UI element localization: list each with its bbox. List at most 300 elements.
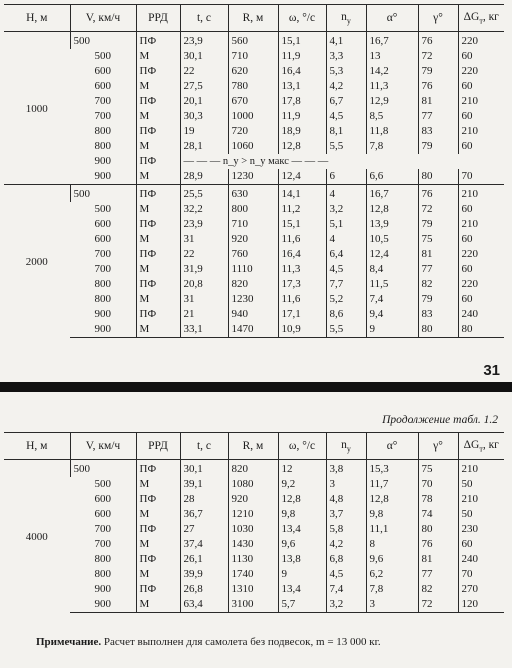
table-cell: 710 [228, 49, 278, 64]
table-cell: 81 [418, 247, 458, 262]
table-row [4, 64, 504, 79]
table-cell: 900 [94, 583, 111, 595]
table-cell: 3 [326, 477, 366, 492]
table-cell: 6 [326, 169, 366, 185]
table-cell: ПФ [136, 217, 180, 232]
table-row [4, 262, 504, 277]
table-row [4, 492, 504, 507]
table-cell: 820 [228, 460, 278, 478]
header-t: t, с [180, 5, 228, 32]
table-cell: 1310 [228, 582, 278, 597]
table-cell: 11,6 [278, 232, 326, 247]
table-cell: 9,6 [278, 537, 326, 552]
table-cell: 11,9 [278, 109, 326, 124]
table-cell: 13,4 [278, 582, 326, 597]
table-cell: 16,4 [278, 64, 326, 79]
cell-altitude: 4000 [25, 530, 48, 543]
table-cell: 25,5 [180, 185, 228, 203]
table-cell: М [136, 202, 180, 217]
table-cell: ПФ [136, 154, 180, 169]
table-cell: 27,5 [180, 79, 228, 94]
table-cell: 20,1 [180, 94, 228, 109]
table-row [4, 49, 504, 64]
header-h: H, м [4, 433, 70, 460]
table-cell: 16,7 [366, 32, 418, 50]
table-cell: 60 [458, 79, 504, 94]
table-cell: 28,9 [180, 169, 228, 185]
table-cell: 23,9 [180, 217, 228, 232]
table-cell: 6,6 [366, 169, 418, 185]
header-omega: ω, °/с [278, 5, 326, 32]
table-row [4, 232, 504, 247]
table-cell: 17,3 [278, 277, 326, 292]
table-cell: 600 [94, 218, 111, 230]
table-cell: 31 [180, 232, 228, 247]
table-cell: ПФ [136, 582, 180, 597]
note-cell: — — — n_y > n_y макс — — — [180, 154, 504, 169]
table-cell: 76 [418, 185, 458, 203]
table-cell: М [136, 169, 180, 185]
table-cell: 1060 [228, 139, 278, 154]
table-row [4, 139, 504, 154]
table-cell: 16,4 [278, 247, 326, 262]
table-row [4, 597, 504, 613]
table-row [4, 537, 504, 552]
table-cell: 13,1 [278, 79, 326, 94]
table-cell: 1030 [228, 522, 278, 537]
table-cell: 82 [418, 277, 458, 292]
table-cell: 50 [458, 477, 504, 492]
table-cell: 4,5 [326, 109, 366, 124]
table-cell: 9,8 [366, 507, 418, 522]
table-cell: 72 [418, 597, 458, 613]
table-cell: 9 [278, 567, 326, 582]
header-dg-sub: т [479, 16, 483, 26]
table-cell: 6,4 [326, 247, 366, 262]
table-cell: 220 [458, 64, 504, 79]
table-cell: 9 [366, 322, 418, 338]
table-cell: 600 [94, 493, 111, 505]
table-row [4, 109, 504, 124]
table-cell: ПФ [136, 247, 180, 262]
table-row [4, 460, 504, 478]
table-cell: 70 [458, 169, 504, 185]
table-cell: 900 [70, 597, 136, 613]
table-cell: 12 [278, 460, 326, 478]
table-cell: 4,2 [326, 79, 366, 94]
table-cell: 80 [418, 522, 458, 537]
table-cell: 20,8 [180, 277, 228, 292]
header-t: t, с [180, 433, 228, 460]
table-cell: 60 [458, 202, 504, 217]
header-ny: $n_y$ [326, 433, 366, 460]
table-cell: 4 [326, 185, 366, 203]
table-cell: 28 [180, 492, 228, 507]
table-cell: 80 [418, 169, 458, 185]
table-row [4, 124, 504, 139]
table-cell: 23,9 [180, 32, 228, 50]
table-row [4, 169, 504, 185]
table-cell: 60 [458, 262, 504, 277]
header-dg: $\Delta G_т$, кг [458, 433, 504, 460]
table-cell: 13,9 [366, 217, 418, 232]
header-gamma: γ° [418, 433, 458, 460]
table-cell: 1470 [228, 322, 278, 338]
table-cell: 22 [180, 247, 228, 262]
table-cell: 8,6 [326, 307, 366, 322]
table-cell: 13,4 [278, 522, 326, 537]
table-cell: 210 [458, 94, 504, 109]
header-omega: ω, °/с [278, 433, 326, 460]
table-cell: 800 [94, 140, 111, 152]
table-cell: 17,1 [278, 307, 326, 322]
table-cell: 240 [458, 552, 504, 567]
table-cell: 820 [228, 277, 278, 292]
table-cell: 82 [418, 582, 458, 597]
table-cell: 60 [458, 109, 504, 124]
table-cell: 1080 [228, 477, 278, 492]
table-cell: М [136, 537, 180, 552]
table-cell: 1230 [228, 169, 278, 185]
table-cell: 8,4 [366, 262, 418, 277]
table-cell: М [136, 322, 180, 338]
table-cell: 8,5 [366, 109, 418, 124]
table-cell: 77 [418, 262, 458, 277]
table-cell: 1000 [228, 109, 278, 124]
table-cell: 12,8 [366, 202, 418, 217]
table-cell: 11,7 [366, 477, 418, 492]
table-row [4, 582, 504, 597]
table-lower-body [4, 460, 504, 613]
table-cell: 620 [228, 64, 278, 79]
page-divider [0, 382, 512, 392]
table-cell: 39,9 [180, 567, 228, 582]
table-cell: 210 [458, 492, 504, 507]
table-cell: 75 [418, 460, 458, 478]
table-cell: 74 [418, 507, 458, 522]
table-row [4, 322, 504, 338]
table-cell: 11,6 [278, 292, 326, 307]
table-cell: М [136, 567, 180, 582]
table-cell: 3,2 [326, 202, 366, 217]
table-cell: М [136, 79, 180, 94]
table-row [4, 202, 504, 217]
table-cell: 500 [94, 203, 111, 215]
table-lower-header [4, 433, 504, 460]
table-cell: 70 [418, 477, 458, 492]
table-cell: 30,1 [180, 49, 228, 64]
table-cell: ПФ [136, 94, 180, 109]
table-cell: 800 [94, 568, 111, 580]
table-row [4, 185, 504, 203]
table-cell: 5,5 [326, 322, 366, 338]
table-row [4, 292, 504, 307]
table-cell: 700 [94, 95, 111, 107]
table-cell: 81 [418, 94, 458, 109]
table-cell: 1230 [228, 292, 278, 307]
table-cell: 19 [180, 124, 228, 139]
table-cell: 4,8 [326, 492, 366, 507]
table-cell: 900 [94, 170, 111, 182]
table-cell: 1130 [228, 552, 278, 567]
table-cell: 76 [418, 79, 458, 94]
table-cell: 77 [418, 109, 458, 124]
table-cell: 700 [94, 523, 111, 535]
table-cell: 30,3 [180, 109, 228, 124]
table-cell: 900 [70, 322, 136, 338]
table-cell: 6,2 [366, 567, 418, 582]
table-cell: 83 [418, 307, 458, 322]
table-cell: 37,4 [180, 537, 228, 552]
table-cell: 83 [418, 124, 458, 139]
table-cell: 3100 [228, 597, 278, 613]
table-cell: 12,8 [278, 139, 326, 154]
table-cell: 5,8 [326, 522, 366, 537]
table-row [4, 522, 504, 537]
table-cell: 500 [94, 478, 111, 490]
table-cell: 3,3 [326, 49, 366, 64]
table-cell: 7,4 [366, 292, 418, 307]
table-cell: 920 [228, 232, 278, 247]
table-row [4, 247, 504, 262]
header-row [4, 433, 504, 460]
table-cell: 1430 [228, 537, 278, 552]
table-cell: 79 [418, 292, 458, 307]
table-cell: 5,3 [326, 64, 366, 79]
table-cell: 4,1 [326, 32, 366, 50]
table-cell: 240 [458, 307, 504, 322]
table-cell: 80 [458, 322, 504, 338]
table-cell: 7,4 [326, 582, 366, 597]
table-cell: 79 [418, 217, 458, 232]
table-cell: 80 [418, 322, 458, 338]
table-cell: 500 [70, 32, 136, 50]
table-cell: 700 [94, 538, 111, 550]
table-cell: 79 [418, 139, 458, 154]
table-cell: 39,1 [180, 477, 228, 492]
table-cell: ПФ [136, 522, 180, 537]
table-cell: 720 [228, 124, 278, 139]
table-cell: 3 [366, 597, 418, 613]
table-cell: М [136, 262, 180, 277]
table-cell: 26,8 [180, 582, 228, 597]
table-cell: 13 [366, 49, 418, 64]
table-cell: М [136, 109, 180, 124]
table-cell: 700 [94, 248, 111, 260]
table-cell: 72 [418, 49, 458, 64]
table-cell: 81 [418, 552, 458, 567]
table-cell: 5,2 [326, 292, 366, 307]
table-cell: 800 [94, 278, 111, 290]
table-cell: 700 [94, 110, 111, 122]
table-cell: 75 [418, 232, 458, 247]
table-cell: М [136, 507, 180, 522]
table-cell: 31 [180, 292, 228, 307]
table-cell: 210 [458, 185, 504, 203]
table-cell: 600 [94, 65, 111, 77]
table-cell: ПФ [136, 32, 180, 50]
table-cell: 26,1 [180, 552, 228, 567]
table-cell: ПФ [136, 277, 180, 292]
table-cell: 30,1 [180, 460, 228, 478]
table-cell: М [136, 292, 180, 307]
header-r: R, м [228, 433, 278, 460]
table-cell: 230 [458, 522, 504, 537]
table-cell: 28,1 [180, 139, 228, 154]
table-cell: 760 [228, 247, 278, 262]
table-cell: 5,7 [278, 597, 326, 613]
table-cell: 11,3 [366, 79, 418, 94]
table-row [4, 217, 504, 232]
table-row [4, 79, 504, 94]
table-cell: 800 [94, 125, 111, 137]
table-cell: 7,8 [366, 139, 418, 154]
table-cell: 36,7 [180, 507, 228, 522]
continuation-caption: Продолжение табл. 1.2 [382, 414, 498, 426]
table-cell: 6,8 [326, 552, 366, 567]
table-cell: 31,9 [180, 262, 228, 277]
table-cell: 78 [418, 492, 458, 507]
table-cell: 210 [458, 460, 504, 478]
header-alpha: α° [366, 5, 418, 32]
table-cell: 500 [70, 460, 136, 478]
table-cell: ПФ [136, 492, 180, 507]
table-cell: 900 [94, 155, 111, 167]
table-cell: 33,1 [180, 322, 228, 338]
table-cell: 9,8 [278, 507, 326, 522]
table-cell: ПФ [136, 552, 180, 567]
table-cell: 11,9 [278, 49, 326, 64]
table-cell: 4 [326, 232, 366, 247]
table-cell: 60 [458, 139, 504, 154]
table-cell: 27 [180, 522, 228, 537]
table-cell: ПФ [136, 64, 180, 79]
table-row [4, 307, 504, 322]
table-cell: 560 [228, 32, 278, 50]
table-cell: 670 [228, 94, 278, 109]
table-cell: 7,7 [326, 277, 366, 292]
table-cell: 14,2 [366, 64, 418, 79]
table-cell: 500 [94, 50, 111, 62]
header-ny: $n_y$ [326, 5, 366, 32]
table-upper-body [4, 32, 504, 338]
table-cell: 800 [94, 553, 111, 565]
table-row [4, 154, 504, 169]
table-cell: 12,4 [366, 247, 418, 262]
cell-altitude: 1000 [25, 102, 48, 115]
table-cell: 12,9 [366, 94, 418, 109]
table-cell: М [136, 597, 180, 613]
table-cell: 11,2 [278, 202, 326, 217]
table-cell: 120 [458, 597, 504, 613]
header-h: H, м [4, 5, 70, 32]
table-cell: 800 [228, 202, 278, 217]
table-cell: 79 [418, 64, 458, 79]
header-rrd: РРД [136, 5, 180, 32]
table-lower [4, 432, 504, 613]
table-cell: 14,1 [278, 185, 326, 203]
header-dg: $\Delta G_т$, кг [458, 5, 504, 32]
table-row [4, 477, 504, 492]
table-cell: 220 [458, 247, 504, 262]
table-cell: 16,7 [366, 185, 418, 203]
header-r: R, м [228, 5, 278, 32]
table-cell: 4,5 [326, 262, 366, 277]
table-cell: 4,2 [326, 537, 366, 552]
table-cell: 12,8 [366, 492, 418, 507]
table-cell: М [136, 139, 180, 154]
table-cell: 9,6 [366, 552, 418, 567]
header-row [4, 5, 504, 32]
table-cell: 11,5 [366, 277, 418, 292]
table-cell: 15,1 [278, 32, 326, 50]
table-cell: 60 [458, 537, 504, 552]
table-cell: 3,7 [326, 507, 366, 522]
footnote-text: Расчет выполнен для самолета без подвесок, m = 13 000 кг. [101, 636, 381, 648]
table-cell: ПФ [136, 460, 180, 478]
table-cell: 15,3 [366, 460, 418, 478]
table-cell: 3,8 [326, 460, 366, 478]
table-cell: 13,8 [278, 552, 326, 567]
table-cell: 500 [70, 185, 136, 203]
table-cell: 600 [94, 80, 111, 92]
table-cell: ПФ [136, 307, 180, 322]
table-cell: 220 [458, 32, 504, 50]
table-cell: 50 [458, 507, 504, 522]
footnote-label: Примечание. [36, 636, 102, 648]
header-dg-sub: т [479, 444, 483, 454]
table-cell: 22 [180, 64, 228, 79]
table-cell: 60 [458, 292, 504, 307]
table-cell: 220 [458, 277, 504, 292]
table-cell: 1740 [228, 567, 278, 582]
table-cell: 940 [228, 307, 278, 322]
table-row [4, 94, 504, 109]
table-cell: 210 [458, 217, 504, 232]
table-row [4, 32, 504, 50]
table-cell: 15,1 [278, 217, 326, 232]
table-cell: 600 [94, 508, 111, 520]
table-cell: 11,3 [278, 262, 326, 277]
table-cell: 17,8 [278, 94, 326, 109]
table-cell: 63,4 [180, 597, 228, 613]
table-row [4, 507, 504, 522]
table-cell: 600 [94, 233, 111, 245]
table-cell: 77 [418, 567, 458, 582]
table-cell: 76 [418, 32, 458, 50]
table-row [4, 552, 504, 567]
cell-altitude: 2000 [4, 185, 70, 338]
table-cell: 3,2 [326, 597, 366, 613]
header-v: V, км/ч [70, 433, 136, 460]
table-cell: 210 [458, 124, 504, 139]
table-upper-header [4, 5, 504, 32]
table-cell: 12,4 [278, 169, 326, 185]
table-cell: 10,9 [278, 322, 326, 338]
table-cell: 270 [458, 582, 504, 597]
table-cell: ПФ [136, 124, 180, 139]
table-cell: М [136, 477, 180, 492]
footnote [36, 636, 381, 648]
header-ny-sub: y [346, 444, 351, 454]
table-upper [4, 4, 504, 338]
header-alpha: α° [366, 433, 418, 460]
table-cell: 700 [94, 263, 111, 275]
header-rrd: РРД [136, 433, 180, 460]
table-cell: 780 [228, 79, 278, 94]
table-cell: 1110 [228, 262, 278, 277]
table-cell: 630 [228, 185, 278, 203]
